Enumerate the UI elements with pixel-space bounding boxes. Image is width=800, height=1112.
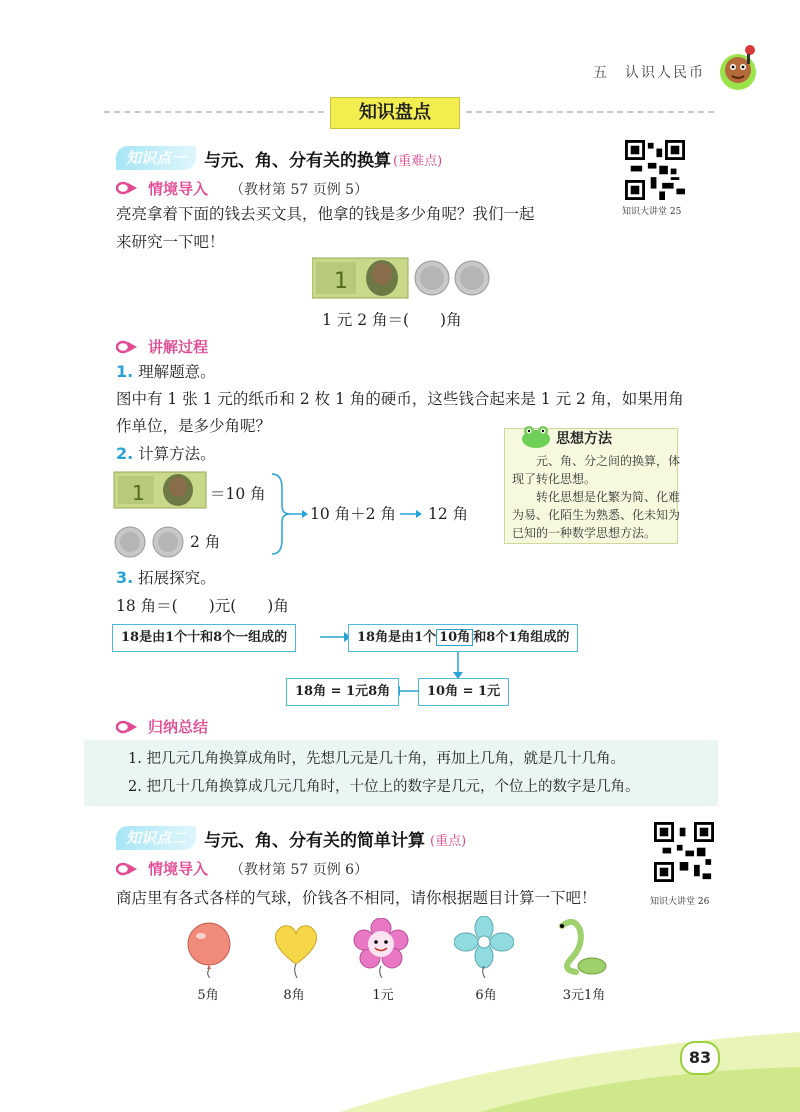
equation-text: 1 元 2 角＝( )角 — [322, 311, 462, 329]
section-arrow-icon — [116, 862, 138, 876]
frog-icon — [520, 424, 552, 448]
highlighted-term: 10角 — [436, 629, 473, 646]
step-2 — [116, 440, 216, 468]
paragraph-text: 亮亮拿着下面的钱去买文具，他拿的钱是多少角呢？我们一起 — [116, 205, 535, 223]
knowledge-point-tag: 知识点二 — [116, 826, 196, 850]
section-banner: 知识盘点 — [330, 97, 460, 129]
difficulty-label: (重难点) — [393, 154, 443, 169]
money-illustration — [312, 254, 492, 302]
step-title: 理解题意。 — [138, 363, 216, 381]
summary-item: 2. 把几十几角换算成几元几角时，十位上的数字是几元，个位上的数字是几角。 — [128, 779, 640, 795]
heart-balloon-icon — [268, 920, 324, 978]
flower-balloon-icon — [352, 918, 410, 978]
summary-item: 1. 把几元几角换算成角时，先想几元是几十角，再加上几角，就是几十几角。 — [128, 751, 625, 767]
textbook-reference: （教材第 57 页例 5） — [230, 182, 369, 198]
section-label-situation: 情境导入 — [148, 180, 209, 198]
difficulty-label: (重点) — [430, 834, 467, 849]
tip-title: 思想方法 — [556, 431, 612, 447]
price-label: 6角 — [475, 988, 497, 1003]
section-arrow-icon — [116, 720, 138, 734]
arrow-right-icon — [318, 630, 352, 644]
tip-line: 转化思想是化繁为简、化难 — [512, 490, 681, 504]
calculation-diagram — [112, 470, 472, 560]
tip-line: 元、角、分之间的换算，体 — [512, 454, 681, 468]
top-divider — [466, 111, 714, 113]
tip-line: 已知的一种数学思想方法。 — [512, 526, 657, 540]
knowledge-point-title: 与元、角、分有关的简单计算 — [204, 831, 425, 851]
chapter-title: 五 认识人民币 — [593, 65, 705, 81]
qr-code-icon[interactable] — [625, 140, 685, 200]
price-label: 5角 — [197, 988, 219, 1003]
flow-text: 18角是由1个 — [357, 630, 437, 645]
price-label: 1元 — [372, 988, 394, 1003]
step-number: 3. — [116, 568, 134, 587]
snake-balloon-icon — [546, 916, 608, 978]
arrow-down-icon — [451, 652, 465, 680]
flow-box: 18角 = 1元8角 — [286, 678, 399, 706]
qr-code-icon[interactable] — [654, 822, 714, 882]
paragraph-text: 来研究一下吧！ — [116, 233, 225, 251]
price-label: 3元1角 — [562, 988, 606, 1003]
diagram-text: ＝10 角 — [210, 485, 266, 503]
qr-caption: 知识大讲堂 25 — [622, 207, 682, 217]
round-balloon-icon — [184, 922, 236, 978]
textbook-reference: （教材第 57 页例 6） — [230, 862, 369, 878]
top-divider — [104, 111, 324, 113]
step-3 — [116, 564, 216, 592]
step-number: 1. — [116, 362, 134, 381]
section-label-situation: 情境导入 — [148, 860, 209, 878]
paragraph-text: 商店里有各式各样的气球，价钱各不相同，请你根据题目计算一下吧！ — [116, 889, 597, 907]
step-title: 计算方法。 — [138, 445, 216, 463]
flow-box: 10角 = 1元 — [418, 678, 509, 706]
section-label-process: 讲解过程 — [148, 338, 209, 356]
knowledge-point-tag: 知识点一 — [116, 146, 196, 170]
paragraph-text: 作单位，是多少角呢？ — [116, 417, 272, 435]
section-arrow-icon — [116, 340, 138, 354]
diagram-result: 12 角 — [428, 505, 469, 523]
question-text: 18 角＝( )元( )角 — [116, 597, 289, 615]
step-1 — [116, 358, 216, 386]
tip-line: 现了转化思想。 — [512, 472, 597, 486]
section-label-summary: 归纳总结 — [148, 718, 209, 736]
qr-caption: 知识大讲堂 26 — [650, 897, 710, 907]
clover-balloon-icon — [454, 916, 514, 978]
diagram-text: 10 角＋2 角 — [310, 505, 396, 523]
diagram-text: 2 角 — [190, 533, 221, 551]
flow-text: 和8个1角组成的 — [473, 630, 570, 645]
price-label: 8角 — [283, 988, 305, 1003]
step-number: 2. — [116, 444, 134, 463]
knowledge-point-title: 与元、角、分有关的换算 — [204, 151, 391, 171]
paragraph-text: 图中有 1 张 1 元的纸币和 2 枚 1 角的硬币，这些钱合起来是 1 元 2 角，如果用角 — [116, 390, 684, 408]
svg-text:1: 1 — [132, 481, 145, 505]
section-arrow-icon — [116, 181, 138, 195]
flow-box: 18是由1个十和8个一组成的 — [112, 624, 296, 652]
svg-text:1: 1 — [334, 269, 348, 294]
step-title: 拓展探究。 — [138, 569, 216, 587]
tip-line: 为易、化陌生为熟悉、化未知为 — [512, 508, 681, 522]
mascot-icon — [716, 40, 760, 94]
page-number: 83 — [680, 1041, 720, 1075]
flow-box — [348, 624, 578, 652]
